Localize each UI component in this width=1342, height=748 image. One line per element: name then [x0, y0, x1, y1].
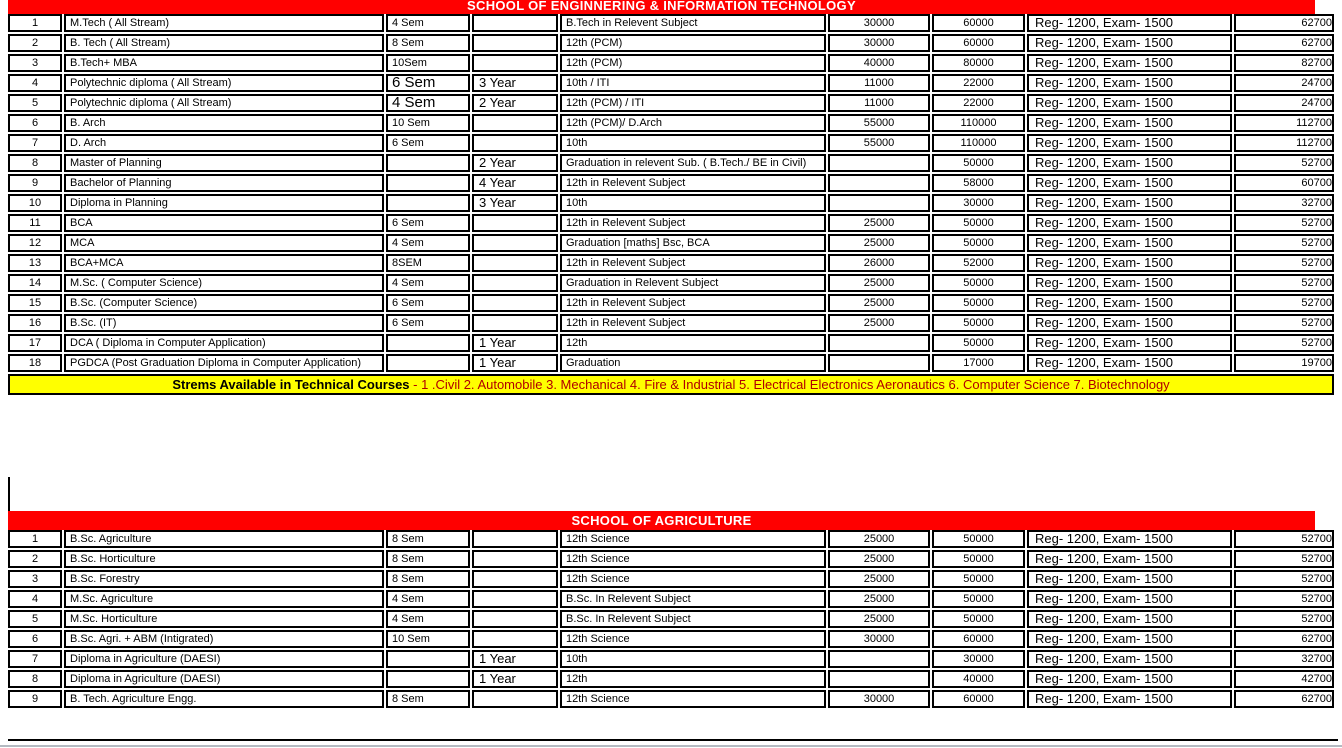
cell-fee_per_sem: 30000 — [828, 690, 930, 708]
cell-year — [472, 34, 558, 52]
cell-eligibility: 10th — [560, 650, 826, 668]
cell-total: 52700 — [1234, 314, 1334, 332]
cell-fee_per_year: 50000 — [932, 590, 1025, 608]
cell-sno: 6 — [8, 630, 62, 648]
cell-reg_exam: Reg- 1200, Exam- 1500 — [1027, 630, 1232, 648]
cell-fee_per_year: 50000 — [932, 610, 1025, 628]
section-header-agriculture: SCHOOL OF AGRICULTURE — [8, 511, 1315, 530]
cell-year — [472, 54, 558, 72]
cell-fee_per_sem: 26000 — [828, 254, 930, 272]
cell-course: M.Sc. Agriculture — [64, 590, 384, 608]
cell-fee_per_year: 22000 — [932, 74, 1025, 92]
cell-fee_per_year: 30000 — [932, 194, 1025, 212]
cell-sem: 6 Sem — [386, 314, 470, 332]
cell-reg_exam: Reg- 1200, Exam- 1500 — [1027, 590, 1232, 608]
cell-sno: 7 — [8, 650, 62, 668]
cell-sno: 15 — [8, 294, 62, 312]
table-row — [8, 34, 1334, 52]
cell-sem: 8SEM — [386, 254, 470, 272]
cell-total: 52700 — [1234, 610, 1334, 628]
cell-year: 4 Year — [472, 174, 558, 192]
cell-eligibility: B.Tech in Relevent Subject — [560, 14, 826, 32]
cell-sno: 8 — [8, 154, 62, 172]
cell-reg_exam: Reg- 1200, Exam- 1500 — [1027, 354, 1232, 372]
cell-eligibility: 12th in Relevent Subject — [560, 254, 826, 272]
cell-fee_per_year: 50000 — [932, 530, 1025, 548]
cell-eligibility: 12th in Relevent Subject — [560, 174, 826, 192]
cell-fee_per_year: 110000 — [932, 114, 1025, 132]
cell-year — [472, 134, 558, 152]
cell-fee_per_year: 60000 — [932, 14, 1025, 32]
cell-reg_exam: Reg- 1200, Exam- 1500 — [1027, 74, 1232, 92]
streams-note-list: - 1 .Civil 2. Automobile 3. Mechanical 4. Fire & Industrial 5. Electrical Electronics Aeronautics 6. Computer Science 7. Biotechnology — [409, 376, 1170, 392]
cell-sno: 2 — [8, 550, 62, 568]
cell-fee_per_year: 50000 — [932, 274, 1025, 292]
cell-course: M.Sc. Horticulture — [64, 610, 384, 628]
cell-eligibility: 12th (PCM) — [560, 54, 826, 72]
cell-eligibility: 12th Science — [560, 550, 826, 568]
table-row — [8, 14, 1334, 32]
cell-course: B. Tech. Agriculture Engg. — [64, 690, 384, 708]
cell-fee_per_year: 17000 — [932, 354, 1025, 372]
cell-sem — [386, 354, 470, 372]
cell-eligibility: B.Sc. In Relevent Subject — [560, 590, 826, 608]
page-bottom-divider — [0, 745, 1342, 747]
table-row — [8, 354, 1334, 372]
cell-total: 60700 — [1234, 174, 1334, 192]
cell-reg_exam: Reg- 1200, Exam- 1500 — [1027, 550, 1232, 568]
cell-course: B. Tech ( All Stream) — [64, 34, 384, 52]
cell-year: 1 Year — [472, 354, 558, 372]
cell-course: PGDCA (Post Graduation Diploma in Computer Application) — [64, 354, 384, 372]
table-row — [8, 154, 1334, 172]
cell-year: 3 Year — [472, 74, 558, 92]
table-row — [8, 114, 1334, 132]
cell-sem — [386, 194, 470, 212]
cell-sno: 17 — [8, 334, 62, 352]
cell-sem: 4 Sem — [386, 590, 470, 608]
cell-sno: 4 — [8, 590, 62, 608]
cell-reg_exam: Reg- 1200, Exam- 1500 — [1027, 94, 1232, 112]
cell-year — [472, 274, 558, 292]
cell-sem: 10 Sem — [386, 630, 470, 648]
cell-year — [472, 630, 558, 648]
cell-reg_exam: Reg- 1200, Exam- 1500 — [1027, 134, 1232, 152]
cell-course: D. Arch — [64, 134, 384, 152]
cell-sno: 5 — [8, 610, 62, 628]
cell-course: Bachelor of Planning — [64, 174, 384, 192]
table-row — [8, 314, 1334, 332]
cell-course: M.Tech ( All Stream) — [64, 14, 384, 32]
cell-total: 32700 — [1234, 650, 1334, 668]
cell-year: 1 Year — [472, 650, 558, 668]
cell-course: BCA+MCA — [64, 254, 384, 272]
cell-sem: 6 Sem — [386, 214, 470, 232]
cell-fee_per_sem: 25000 — [828, 314, 930, 332]
cell-sno: 5 — [8, 94, 62, 112]
cell-course: B.Sc. Forestry — [64, 570, 384, 588]
cell-fee_per_sem: 25000 — [828, 530, 930, 548]
cell-fee_per_sem: 25000 — [828, 294, 930, 312]
cell-year — [472, 314, 558, 332]
cell-reg_exam: Reg- 1200, Exam- 1500 — [1027, 294, 1232, 312]
cell-fee_per_sem: 25000 — [828, 590, 930, 608]
table-row — [8, 590, 1334, 608]
cell-course: B.Sc. (Computer Science) — [64, 294, 384, 312]
cell-eligibility: 12th (PCM)/ D.Arch — [560, 114, 826, 132]
cell-sno: 9 — [8, 174, 62, 192]
cell-fee_per_sem: 11000 — [828, 94, 930, 112]
cell-fee_per_sem: 25000 — [828, 234, 930, 252]
table-row — [8, 234, 1334, 252]
cell-sem: 8 Sem — [386, 530, 470, 548]
cell-fee_per_year: 50000 — [932, 214, 1025, 232]
cell-eligibility: 12th — [560, 670, 826, 688]
streams-note-title: Strems Available in Technical Courses — [172, 376, 410, 392]
cell-eligibility: B.Sc. In Relevent Subject — [560, 610, 826, 628]
cell-sem: 4 Sem — [386, 94, 470, 112]
note-row-container — [8, 374, 1334, 395]
cell-reg_exam: Reg- 1200, Exam- 1500 — [1027, 334, 1232, 352]
cell-sno: 9 — [8, 690, 62, 708]
cell-total: 62700 — [1234, 34, 1334, 52]
cell-year: 2 Year — [472, 94, 558, 112]
cell-total: 112700 — [1234, 114, 1334, 132]
cell-fee_per_sem — [828, 194, 930, 212]
cell-year — [472, 294, 558, 312]
cell-total: 82700 — [1234, 54, 1334, 72]
cell-reg_exam: Reg- 1200, Exam- 1500 — [1027, 610, 1232, 628]
table-row — [8, 630, 1334, 648]
cell-eligibility: 10th — [560, 194, 826, 212]
cell-fee_per_year: 50000 — [932, 570, 1025, 588]
cell-sno: 4 — [8, 74, 62, 92]
cell-sno: 13 — [8, 254, 62, 272]
cell-fee_per_year: 60000 — [932, 34, 1025, 52]
cell-fee_per_sem: 55000 — [828, 134, 930, 152]
cell-fee_per_sem: 11000 — [828, 74, 930, 92]
cell-course: Diploma in Agriculture (DAESI) — [64, 650, 384, 668]
cell-fee_per_year: 30000 — [932, 650, 1025, 668]
streams-note-row — [8, 374, 1334, 395]
cell-year: 2 Year — [472, 154, 558, 172]
cell-sem: 4 Sem — [386, 610, 470, 628]
table-row — [8, 530, 1334, 548]
cell-reg_exam: Reg- 1200, Exam- 1500 — [1027, 234, 1232, 252]
cell-course: Polytechnic diploma ( All Stream) — [64, 94, 384, 112]
cell-fee_per_year: 50000 — [932, 334, 1025, 352]
table-row — [8, 94, 1334, 112]
table-row — [8, 294, 1334, 312]
table-row — [8, 570, 1334, 588]
cell-reg_exam: Reg- 1200, Exam- 1500 — [1027, 114, 1232, 132]
cell-eligibility: 12th (PCM) / ITI — [560, 94, 826, 112]
cell-year — [472, 234, 558, 252]
cell-year — [472, 610, 558, 628]
section-header-engineering: SCHOOL OF ENGINNERING & INFORMATION TECHNOLOGY — [8, 0, 1315, 14]
cell-total: 62700 — [1234, 690, 1334, 708]
table-row — [8, 334, 1334, 352]
cell-fee_per_sem: 25000 — [828, 610, 930, 628]
cell-year — [472, 690, 558, 708]
cell-fee_per_year: 50000 — [932, 154, 1025, 172]
cell-course: B.Sc. Horticulture — [64, 550, 384, 568]
cell-eligibility: 12th Science — [560, 530, 826, 548]
cell-reg_exam: Reg- 1200, Exam- 1500 — [1027, 14, 1232, 32]
cell-year — [472, 254, 558, 272]
cell-sno: 8 — [8, 670, 62, 688]
cell-year — [472, 590, 558, 608]
cell-reg_exam: Reg- 1200, Exam- 1500 — [1027, 530, 1232, 548]
cell-total: 32700 — [1234, 194, 1334, 212]
cell-total: 62700 — [1234, 14, 1334, 32]
cell-sem: 4 Sem — [386, 234, 470, 252]
cell-reg_exam: Reg- 1200, Exam- 1500 — [1027, 214, 1232, 232]
cell-sem — [386, 174, 470, 192]
cell-sno: 16 — [8, 314, 62, 332]
cell-eligibility: Graduation in relevent Sub. ( B.Tech./ BE in Civil) — [560, 154, 826, 172]
cell-reg_exam: Reg- 1200, Exam- 1500 — [1027, 570, 1232, 588]
fee-table-engineering-body — [8, 14, 1334, 372]
cell-total: 52700 — [1234, 570, 1334, 588]
cell-reg_exam: Reg- 1200, Exam- 1500 — [1027, 670, 1232, 688]
cell-fee_per_year: 50000 — [932, 234, 1025, 252]
cell-reg_exam: Reg- 1200, Exam- 1500 — [1027, 194, 1232, 212]
cell-sem: 4 Sem — [386, 14, 470, 32]
cell-fee_per_year: 40000 — [932, 670, 1025, 688]
cell-course: BCA — [64, 214, 384, 232]
cell-fee_per_year: 80000 — [932, 54, 1025, 72]
cell-total: 24700 — [1234, 74, 1334, 92]
table-row — [8, 550, 1334, 568]
cell-sno: 12 — [8, 234, 62, 252]
table-row — [8, 74, 1334, 92]
cell-fee_per_year: 60000 — [932, 690, 1025, 708]
cell-fee_per_year: 58000 — [932, 174, 1025, 192]
cell-total: 52700 — [1234, 274, 1334, 292]
cell-total: 52700 — [1234, 154, 1334, 172]
fee-table-agriculture-body — [8, 530, 1334, 708]
cell-fee_per_sem — [828, 174, 930, 192]
table-row — [8, 214, 1334, 232]
table-row — [8, 254, 1334, 272]
cell-course: Diploma in Agriculture (DAESI) — [64, 670, 384, 688]
cell-fee_per_sem — [828, 334, 930, 352]
cell-year — [472, 214, 558, 232]
cell-total: 52700 — [1234, 530, 1334, 548]
table-row — [8, 610, 1334, 628]
cell-year — [472, 114, 558, 132]
cell-fee_per_year: 50000 — [932, 550, 1025, 568]
cell-eligibility: 12th (PCM) — [560, 34, 826, 52]
cell-total: 52700 — [1234, 214, 1334, 232]
cell-fee_per_sem: 25000 — [828, 550, 930, 568]
table-row — [8, 134, 1334, 152]
cell-sem: 8 Sem — [386, 690, 470, 708]
cell-eligibility: 12th Science — [560, 630, 826, 648]
cell-fee_per_year: 52000 — [932, 254, 1025, 272]
cell-fee_per_sem — [828, 154, 930, 172]
cell-eligibility: 12th in Relevent Subject — [560, 294, 826, 312]
cell-year: 3 Year — [472, 194, 558, 212]
cell-eligibility: Graduation in Relevent Subject — [560, 274, 826, 292]
table-row — [8, 194, 1334, 212]
cell-reg_exam: Reg- 1200, Exam- 1500 — [1027, 314, 1232, 332]
cell-year — [472, 550, 558, 568]
cell-sem: 10Sem — [386, 54, 470, 72]
cell-sem — [386, 154, 470, 172]
cell-fee_per_sem: 40000 — [828, 54, 930, 72]
cell-year: 1 Year — [472, 670, 558, 688]
cell-course: Master of Planning — [64, 154, 384, 172]
streams-note-cell — [8, 374, 1334, 395]
cell-fee_per_sem: 25000 — [828, 274, 930, 292]
cell-total: 42700 — [1234, 670, 1334, 688]
cell-fee_per_sem — [828, 650, 930, 668]
cell-total: 52700 — [1234, 294, 1334, 312]
cell-course: M.Sc. ( Computer Science) — [64, 274, 384, 292]
cell-fee_per_year: 60000 — [932, 630, 1025, 648]
table-row — [8, 174, 1334, 192]
cell-reg_exam: Reg- 1200, Exam- 1500 — [1027, 174, 1232, 192]
cell-total: 112700 — [1234, 134, 1334, 152]
cell-year: 1 Year — [472, 334, 558, 352]
cell-reg_exam: Reg- 1200, Exam- 1500 — [1027, 650, 1232, 668]
cell-fee_per_sem: 30000 — [828, 34, 930, 52]
cell-sem: 6 Sem — [386, 134, 470, 152]
cell-year — [472, 530, 558, 548]
cell-eligibility: Graduation [maths] Bsc, BCA — [560, 234, 826, 252]
cell-fee_per_year: 50000 — [932, 314, 1025, 332]
cell-sno: 7 — [8, 134, 62, 152]
cell-fee_per_year: 50000 — [932, 294, 1025, 312]
cell-reg_exam: Reg- 1200, Exam- 1500 — [1027, 154, 1232, 172]
cell-sem: 10 Sem — [386, 114, 470, 132]
cell-total: 24700 — [1234, 94, 1334, 112]
cell-total: 52700 — [1234, 234, 1334, 252]
cell-reg_exam: Reg- 1200, Exam- 1500 — [1027, 254, 1232, 272]
cell-sem — [386, 334, 470, 352]
cell-course: B. Arch — [64, 114, 384, 132]
cell-course: B.Sc. (IT) — [64, 314, 384, 332]
cell-sem: 6 Sem — [386, 294, 470, 312]
cell-eligibility: 10th — [560, 134, 826, 152]
cell-sem: 8 Sem — [386, 550, 470, 568]
table-row — [8, 274, 1334, 292]
fee-table-engineering — [6, 12, 1336, 397]
cell-course: Polytechnic diploma ( All Stream) — [64, 74, 384, 92]
cell-sno: 10 — [8, 194, 62, 212]
cell-fee_per_sem: 25000 — [828, 570, 930, 588]
cell-course: DCA ( Diploma in Computer Application) — [64, 334, 384, 352]
cell-sno: 6 — [8, 114, 62, 132]
cell-fee_per_sem: 30000 — [828, 630, 930, 648]
cell-sem — [386, 650, 470, 668]
cell-eligibility: Graduation — [560, 354, 826, 372]
cell-fee_per_sem — [828, 354, 930, 372]
cell-sno: 3 — [8, 570, 62, 588]
cell-course: B.Sc. Agri. + ABM (Intigrated) — [64, 630, 384, 648]
cell-sno: 1 — [8, 530, 62, 548]
cell-fee_per_sem — [828, 670, 930, 688]
cell-sno: 14 — [8, 274, 62, 292]
cell-sno: 18 — [8, 354, 62, 372]
cell-eligibility: 12th in Relevent Subject — [560, 214, 826, 232]
cell-sno: 3 — [8, 54, 62, 72]
table-left-border-segment — [8, 477, 10, 511]
table-row — [8, 54, 1334, 72]
cell-eligibility: 12th in Relevent Subject — [560, 314, 826, 332]
cell-sno: 2 — [8, 34, 62, 52]
cell-total: 62700 — [1234, 630, 1334, 648]
cell-sem: 4 Sem — [386, 274, 470, 292]
cell-eligibility: 10th / ITI — [560, 74, 826, 92]
fee-table-agriculture — [6, 528, 1336, 710]
cell-sem: 8 Sem — [386, 570, 470, 588]
table-row — [8, 690, 1334, 708]
cell-sem — [386, 670, 470, 688]
next-row-top-border — [8, 739, 1338, 741]
cell-sem: 6 Sem — [386, 74, 470, 92]
cell-course: Diploma in Planning — [64, 194, 384, 212]
cell-fee_per_sem: 25000 — [828, 214, 930, 232]
cell-course: B.Sc. Agriculture — [64, 530, 384, 548]
cell-total: 52700 — [1234, 590, 1334, 608]
cell-fee_per_year: 22000 — [932, 94, 1025, 112]
cell-sem: 8 Sem — [386, 34, 470, 52]
cell-fee_per_sem: 30000 — [828, 14, 930, 32]
cell-total: 19700 — [1234, 354, 1334, 372]
cell-eligibility: 12th — [560, 334, 826, 352]
cell-year — [472, 570, 558, 588]
cell-total: 52700 — [1234, 334, 1334, 352]
cell-course: B.Tech+ MBA — [64, 54, 384, 72]
cell-total: 52700 — [1234, 254, 1334, 272]
cell-reg_exam: Reg- 1200, Exam- 1500 — [1027, 34, 1232, 52]
table-row — [8, 650, 1334, 668]
cell-fee_per_year: 110000 — [932, 134, 1025, 152]
cell-reg_exam: Reg- 1200, Exam- 1500 — [1027, 54, 1232, 72]
cell-reg_exam: Reg- 1200, Exam- 1500 — [1027, 690, 1232, 708]
cell-fee_per_sem: 55000 — [828, 114, 930, 132]
cell-year — [472, 14, 558, 32]
table-row — [8, 670, 1334, 688]
cell-sno: 1 — [8, 14, 62, 32]
cell-total: 52700 — [1234, 550, 1334, 568]
cell-eligibility: 12th Science — [560, 570, 826, 588]
cell-eligibility: 12th Science — [560, 690, 826, 708]
cell-sno: 11 — [8, 214, 62, 232]
cell-course: MCA — [64, 234, 384, 252]
cell-reg_exam: Reg- 1200, Exam- 1500 — [1027, 274, 1232, 292]
